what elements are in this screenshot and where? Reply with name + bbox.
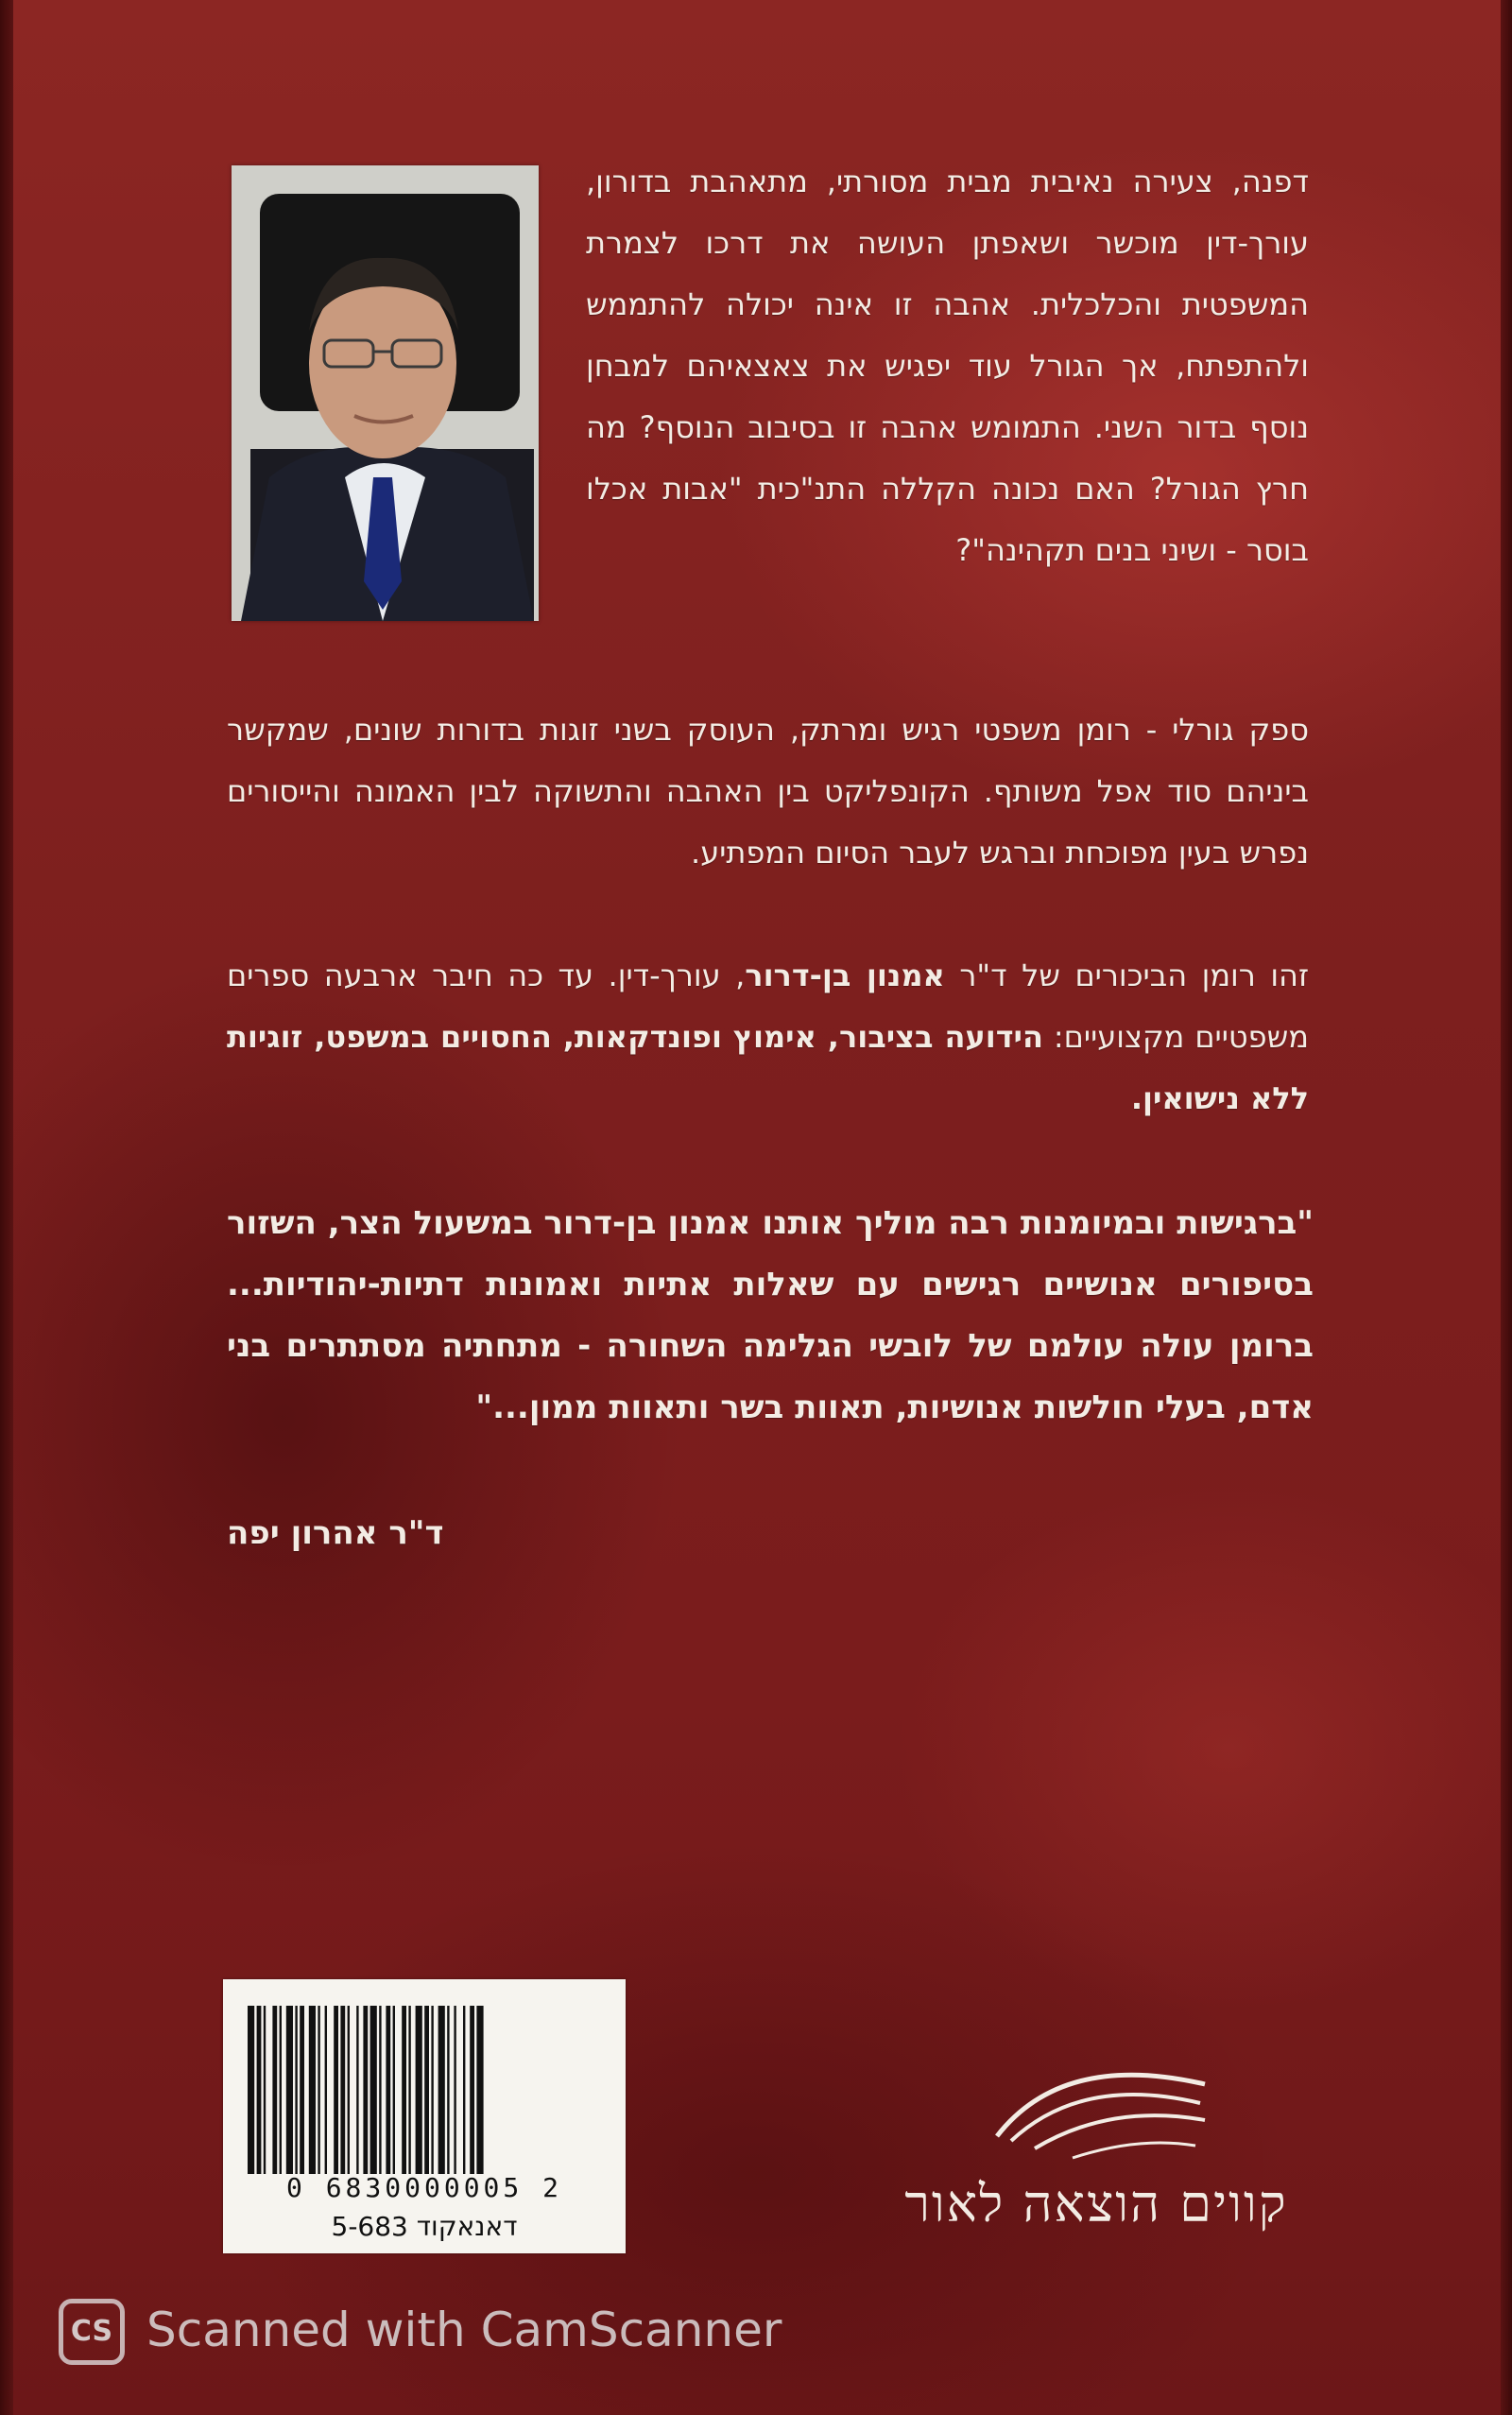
barcode-bar	[438, 2006, 445, 2174]
blurb-paragraph-1: דפנה, צעירה נאיבית מבית מסורתי, מתאהבת בדורון, עורך-דין מוכשר ושאפתן העושה את דרכו לצמרת המשפטית והכלכלית. אהבה זו אינה יכולה להתממש ולהתפתח, אך הגורל עוד יפגיש את צאצאיהם למבחן נוסף בדור השני. התמומש אהבה זו בסיבוב הנוסף? מה חרץ הגורל? האם נכונה הקללה התנ"כית "אבות אכלו בוסר - ושיני בנים תקהינה"?	[586, 164, 1309, 568]
barcode-catalog-code: דאנאקוד 5-683	[331, 2211, 518, 2242]
barcode-bar	[264, 2006, 266, 2174]
author-book-titles: הידועה בציבור, אימוץ ופונדקאות, החסויים במשפט, זוגיות ללא נישואין.	[227, 1019, 1309, 1116]
barcode-bar	[257, 2006, 262, 2174]
barcode-bar	[363, 2006, 368, 2174]
author-bio-mid: , עורך-דין. עד כה חיבר ארבעה ספרים משפטיים מקצועיים:	[227, 957, 1310, 1055]
barcode-bar	[295, 2006, 297, 2174]
review-quote: "ברגישות ובמיומנות רבה מוליך אותנו אמנון בן-דרור במשעול הצר, השזור בסיפורים אנושיים רגישים עם שאלות אתיות ואמונות דתיות-יהודיות... ברומן עולה עולמם של לובשי הגלימה השחורה - מתחתיה מסתתרים בני אדם, בעלי חולשות אנושיות, תאוות בשר ותאוות ממון..."	[227, 1204, 1314, 1426]
camscanner-logo-icon: CS	[59, 2299, 125, 2365]
barcode-bar	[393, 2006, 395, 2174]
author-name: אמנון בן-דרור	[745, 957, 945, 993]
barcode-bar	[309, 2006, 316, 2174]
cover-left-edge	[0, 0, 13, 2415]
blurb-paragraph-2: ספק גורלי - רומן משפטי רגיש ומרתק, העוסק בשני זוגות בדורות שונים, שמקשר ביניהם סוד אפל משותף. הקונפליקט בין האהבה והתשוקה לבין האמונה והייסורים נפרש בעין מפוכחת וברגש לעבר הסיום המפתיע.	[227, 712, 1309, 871]
barcode-bar	[402, 2006, 406, 2174]
barcode-bar	[408, 2006, 410, 2174]
review-signature	[227, 1505, 1314, 1561]
barcode-label	[223, 1979, 626, 2253]
barcode-bar	[447, 2006, 449, 2174]
barcode-bar	[356, 2006, 358, 2174]
publisher-name: קווים הוצאה לאור	[904, 2174, 1288, 2234]
barcode-bar	[416, 2006, 422, 2174]
barcode-number: 0 6830000005 2	[285, 2172, 562, 2203]
barcode-bar	[340, 2006, 345, 2174]
barcode-bar	[431, 2006, 433, 2174]
cover-right-edge	[1501, 0, 1512, 2415]
barcode-bar	[476, 2006, 483, 2174]
author-bio-lead: זהו רומן הביכורים של ד"ר	[959, 957, 1310, 993]
barcode-bar	[424, 2006, 429, 2174]
barcode-bar	[348, 2006, 350, 2174]
barcode-icon	[244, 2006, 605, 2174]
barcode-bar	[454, 2006, 455, 2174]
author-photo	[232, 165, 539, 621]
barcode-bar	[334, 2006, 338, 2174]
reviewer-name: ד"ר אהרון יפה	[227, 1514, 444, 1552]
barcode-bar	[286, 2006, 293, 2174]
barcode-bar	[463, 2006, 465, 2174]
barcode-bar	[379, 2006, 381, 2174]
barcode-bar	[386, 2006, 390, 2174]
camscanner-watermark-text: Scanned with CamScanner	[146, 2303, 782, 2357]
barcode-bar	[325, 2006, 327, 2174]
barcode-bar	[248, 2006, 254, 2174]
publisher-logo-icon	[988, 2046, 1214, 2169]
barcode-bar	[470, 2006, 474, 2174]
barcode-bar	[318, 2006, 319, 2174]
barcode-bar	[300, 2006, 304, 2174]
barcode-bar	[370, 2006, 377, 2174]
barcode-bar	[280, 2006, 282, 2174]
barcode-bar	[272, 2006, 277, 2174]
author-portrait-icon	[232, 165, 539, 621]
author-bio-paragraph	[227, 945, 1309, 1130]
